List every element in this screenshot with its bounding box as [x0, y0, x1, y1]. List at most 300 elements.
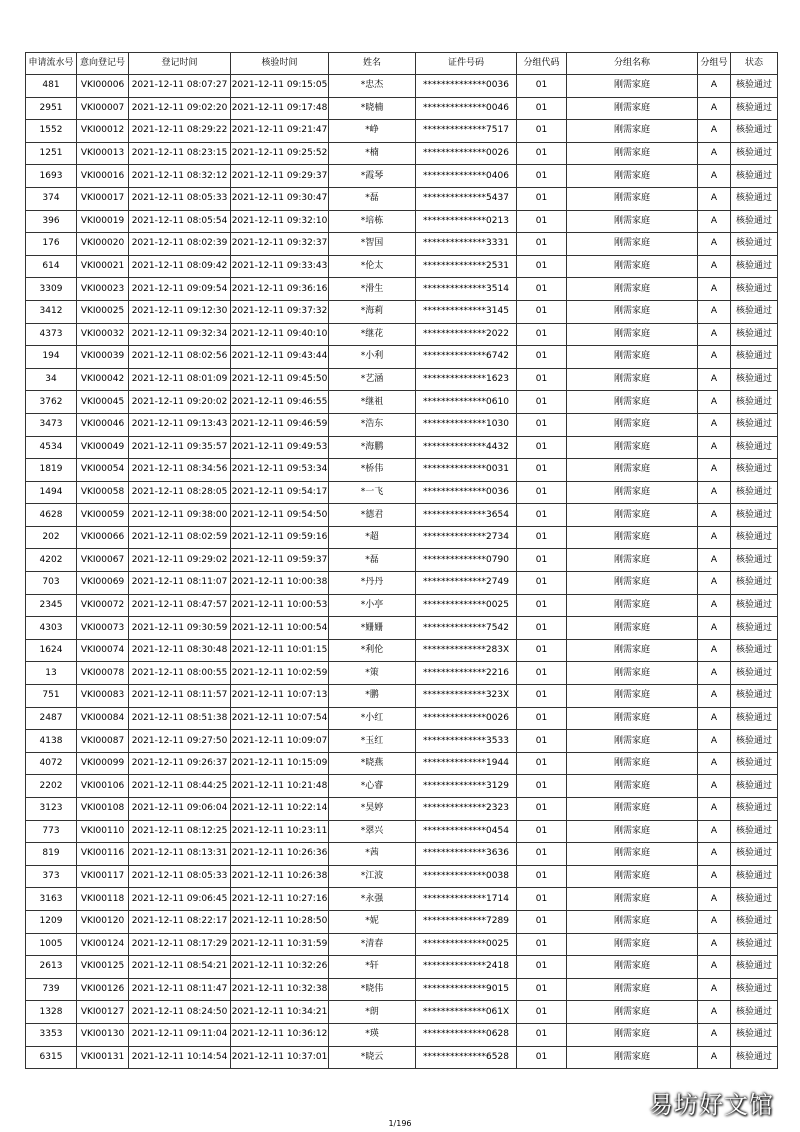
table-row — [26, 775, 778, 798]
cell-verify-time: 2021-12-11 10:23:11 — [231, 820, 329, 843]
cell-serial-number: 703 — [26, 572, 77, 595]
cell-intent-reg-number: VKI00042 — [77, 368, 129, 391]
cell-register-time: 2021-12-11 09:30:59 — [129, 617, 231, 640]
table-row — [26, 594, 778, 617]
table-row — [26, 413, 778, 436]
cell-register-time: 2021-12-11 08:24:50 — [129, 1001, 231, 1024]
cell-group-code: 01 — [517, 752, 567, 775]
cell-verify-time: 2021-12-11 10:28:50 — [231, 910, 329, 933]
cell-group-code: 01 — [517, 481, 567, 504]
cell-group-number: A — [698, 165, 731, 188]
cell-verify-time: 2021-12-11 09:59:16 — [231, 526, 329, 549]
cell-intent-reg-number: VKI00016 — [77, 165, 129, 188]
cell-status: 核验通过 — [731, 572, 778, 595]
cell-name: *忠杰 — [329, 75, 416, 98]
cell-group-code: 01 — [517, 255, 567, 278]
cell-serial-number: 1005 — [26, 933, 77, 956]
cell-name: *利伦 — [329, 639, 416, 662]
column-header-status: 状态 — [731, 53, 778, 75]
cell-verify-time: 2021-12-11 09:21:47 — [231, 120, 329, 143]
table-body — [26, 75, 778, 1069]
cell-group-name: 刚需家庭 — [567, 798, 698, 821]
cell-name: *海鹏 — [329, 436, 416, 459]
cell-group-name: 刚需家庭 — [567, 142, 698, 165]
cell-group-name: 刚需家庭 — [567, 775, 698, 798]
cell-group-code: 01 — [517, 956, 567, 979]
cell-group-code: 01 — [517, 639, 567, 662]
cell-intent-reg-number: VKI00106 — [77, 775, 129, 798]
cell-group-number: A — [698, 459, 731, 482]
table-row — [26, 639, 778, 662]
cell-intent-reg-number: VKI00059 — [77, 504, 129, 527]
cell-id-number: **************0790 — [416, 549, 517, 572]
cell-name: *超 — [329, 526, 416, 549]
table-row — [26, 617, 778, 640]
cell-serial-number: 481 — [26, 75, 77, 98]
cell-group-code: 01 — [517, 1023, 567, 1046]
cell-status: 核验通过 — [731, 662, 778, 685]
cell-group-code: 01 — [517, 278, 567, 301]
cell-verify-time: 2021-12-11 09:45:50 — [231, 368, 329, 391]
cell-name: *晓云 — [329, 1046, 416, 1069]
cell-group-number: A — [698, 187, 731, 210]
cell-intent-reg-number: VKI00131 — [77, 1046, 129, 1069]
cell-group-number: A — [698, 481, 731, 504]
cell-name: *楠 — [329, 142, 416, 165]
cell-verify-time: 2021-12-11 09:54:50 — [231, 504, 329, 527]
cell-group-code: 01 — [517, 978, 567, 1001]
cell-status: 核验通过 — [731, 75, 778, 98]
column-header-verify-time: 核验时间 — [231, 53, 329, 75]
cell-register-time: 2021-12-11 09:02:20 — [129, 97, 231, 120]
cell-serial-number: 176 — [26, 233, 77, 256]
cell-serial-number: 1819 — [26, 459, 77, 482]
table-row — [26, 300, 778, 323]
table-row — [26, 798, 778, 821]
cell-id-number: **************323X — [416, 685, 517, 708]
cell-status: 核验通过 — [731, 255, 778, 278]
cell-intent-reg-number: VKI00067 — [77, 549, 129, 572]
cell-verify-time: 2021-12-11 10:07:54 — [231, 707, 329, 730]
table-row — [26, 910, 778, 933]
cell-intent-reg-number: VKI00120 — [77, 910, 129, 933]
cell-id-number: **************2216 — [416, 662, 517, 685]
cell-id-number: **************0406 — [416, 165, 517, 188]
cell-group-name: 刚需家庭 — [567, 662, 698, 685]
table-row — [26, 707, 778, 730]
cell-status: 核验通过 — [731, 798, 778, 821]
cell-group-name: 刚需家庭 — [567, 730, 698, 753]
cell-register-time: 2021-12-11 08:02:56 — [129, 346, 231, 369]
cell-serial-number: 1251 — [26, 142, 77, 165]
cell-verify-time: 2021-12-11 10:36:12 — [231, 1023, 329, 1046]
cell-serial-number: 4202 — [26, 549, 77, 572]
cell-group-code: 01 — [517, 572, 567, 595]
cell-group-code: 01 — [517, 75, 567, 98]
cell-status: 核验通过 — [731, 97, 778, 120]
cell-verify-time: 2021-12-11 09:46:55 — [231, 391, 329, 414]
cell-group-name: 刚需家庭 — [567, 346, 698, 369]
cell-name: *晓燕 — [329, 752, 416, 775]
cell-serial-number: 2951 — [26, 97, 77, 120]
cell-intent-reg-number: VKI00012 — [77, 120, 129, 143]
cell-verify-time: 2021-12-11 09:43:44 — [231, 346, 329, 369]
cell-register-time: 2021-12-11 08:11:57 — [129, 685, 231, 708]
cell-intent-reg-number: VKI00087 — [77, 730, 129, 753]
cell-group-code: 01 — [517, 300, 567, 323]
cell-register-time: 2021-12-11 08:12:25 — [129, 820, 231, 843]
cell-serial-number: 1693 — [26, 165, 77, 188]
table-row — [26, 165, 778, 188]
cell-serial-number: 2613 — [26, 956, 77, 979]
cell-status: 核验通过 — [731, 1023, 778, 1046]
cell-name: *滑生 — [329, 278, 416, 301]
cell-group-code: 01 — [517, 391, 567, 414]
cell-status: 核验通过 — [731, 956, 778, 979]
cell-status: 核验通过 — [731, 707, 778, 730]
cell-status: 核验通过 — [731, 504, 778, 527]
cell-group-code: 01 — [517, 662, 567, 685]
cell-verify-time: 2021-12-11 09:29:37 — [231, 165, 329, 188]
cell-intent-reg-number: VKI00069 — [77, 572, 129, 595]
cell-intent-reg-number: VKI00073 — [77, 617, 129, 640]
cell-intent-reg-number: VKI00099 — [77, 752, 129, 775]
table-row — [26, 368, 778, 391]
cell-group-number: A — [698, 978, 731, 1001]
cell-status: 核验通过 — [731, 1001, 778, 1024]
cell-name: *继祖 — [329, 391, 416, 414]
cell-status: 核验通过 — [731, 436, 778, 459]
column-header-id-number: 证件号码 — [416, 53, 517, 75]
table-row — [26, 685, 778, 708]
cell-id-number: **************0025 — [416, 933, 517, 956]
cell-id-number: **************6528 — [416, 1046, 517, 1069]
cell-id-number: **************3514 — [416, 278, 517, 301]
cell-group-name: 刚需家庭 — [567, 97, 698, 120]
cell-register-time: 2021-12-11 08:34:56 — [129, 459, 231, 482]
table-row — [26, 481, 778, 504]
cell-group-number: A — [698, 323, 731, 346]
cell-group-code: 01 — [517, 685, 567, 708]
cell-register-time: 2021-12-11 09:29:02 — [129, 549, 231, 572]
cell-verify-time: 2021-12-11 10:34:21 — [231, 1001, 329, 1024]
cell-group-code: 01 — [517, 97, 567, 120]
cell-id-number: **************1030 — [416, 413, 517, 436]
cell-intent-reg-number: VKI00013 — [77, 142, 129, 165]
cell-status: 核验通过 — [731, 278, 778, 301]
cell-intent-reg-number: VKI00118 — [77, 888, 129, 911]
cell-name: *清春 — [329, 933, 416, 956]
cell-verify-time: 2021-12-11 09:59:37 — [231, 549, 329, 572]
table-row — [26, 1001, 778, 1024]
cell-intent-reg-number: VKI00126 — [77, 978, 129, 1001]
table-row — [26, 865, 778, 888]
cell-register-time: 2021-12-11 09:06:45 — [129, 888, 231, 911]
cell-group-number: A — [698, 639, 731, 662]
cell-register-time: 2021-12-11 08:05:54 — [129, 210, 231, 233]
cell-verify-time: 2021-12-11 09:33:43 — [231, 255, 329, 278]
cell-name: *霞琴 — [329, 165, 416, 188]
cell-group-code: 01 — [517, 798, 567, 821]
cell-id-number: **************0026 — [416, 142, 517, 165]
cell-serial-number: 3412 — [26, 300, 77, 323]
cell-group-code: 01 — [517, 865, 567, 888]
cell-serial-number: 1328 — [26, 1001, 77, 1024]
cell-group-name: 刚需家庭 — [567, 323, 698, 346]
cell-group-name: 刚需家庭 — [567, 413, 698, 436]
cell-name: *海莉 — [329, 300, 416, 323]
cell-verify-time: 2021-12-11 09:15:05 — [231, 75, 329, 98]
cell-status: 核验通过 — [731, 888, 778, 911]
cell-group-code: 01 — [517, 504, 567, 527]
cell-id-number: **************2531 — [416, 255, 517, 278]
cell-name: *永强 — [329, 888, 416, 911]
table-row — [26, 346, 778, 369]
cell-verify-time: 2021-12-11 10:09:07 — [231, 730, 329, 753]
cell-group-number: A — [698, 97, 731, 120]
cell-id-number: **************0610 — [416, 391, 517, 414]
cell-intent-reg-number: VKI00110 — [77, 820, 129, 843]
cell-group-name: 刚需家庭 — [567, 255, 698, 278]
cell-verify-time: 2021-12-11 10:37:01 — [231, 1046, 329, 1069]
cell-group-number: A — [698, 549, 731, 572]
cell-intent-reg-number: VKI00019 — [77, 210, 129, 233]
cell-group-number: A — [698, 798, 731, 821]
cell-group-name: 刚需家庭 — [567, 594, 698, 617]
cell-status: 核验通过 — [731, 978, 778, 1001]
cell-status: 核验通过 — [731, 120, 778, 143]
cell-group-number: A — [698, 413, 731, 436]
cell-id-number: **************2749 — [416, 572, 517, 595]
cell-status: 核验通过 — [731, 459, 778, 482]
cell-register-time: 2021-12-11 09:09:54 — [129, 278, 231, 301]
table-row — [26, 187, 778, 210]
cell-group-name: 刚需家庭 — [567, 75, 698, 98]
cell-intent-reg-number: VKI00072 — [77, 594, 129, 617]
cell-serial-number: 614 — [26, 255, 77, 278]
cell-name: *江波 — [329, 865, 416, 888]
cell-verify-time: 2021-12-11 09:30:47 — [231, 187, 329, 210]
table-row — [26, 278, 778, 301]
table-row — [26, 323, 778, 346]
cell-status: 核验通过 — [731, 526, 778, 549]
table-row — [26, 752, 778, 775]
cell-group-number: A — [698, 120, 731, 143]
cell-group-number: A — [698, 843, 731, 866]
cell-register-time: 2021-12-11 08:13:31 — [129, 843, 231, 866]
cell-name: *德君 — [329, 504, 416, 527]
cell-group-code: 01 — [517, 233, 567, 256]
cell-serial-number: 2345 — [26, 594, 77, 617]
cell-name: *瑛 — [329, 1023, 416, 1046]
cell-id-number: **************1714 — [416, 888, 517, 911]
cell-group-name: 刚需家庭 — [567, 707, 698, 730]
table-row — [26, 459, 778, 482]
cell-name: *磊 — [329, 549, 416, 572]
cell-id-number: **************0038 — [416, 865, 517, 888]
cell-group-number: A — [698, 1023, 731, 1046]
table-row — [26, 888, 778, 911]
cell-serial-number: 4534 — [26, 436, 77, 459]
cell-serial-number: 13 — [26, 662, 77, 685]
cell-id-number: **************0025 — [416, 594, 517, 617]
cell-register-time: 2021-12-11 08:11:47 — [129, 978, 231, 1001]
cell-intent-reg-number: VKI00125 — [77, 956, 129, 979]
cell-name: *智国 — [329, 233, 416, 256]
cell-register-time: 2021-12-11 08:09:42 — [129, 255, 231, 278]
cell-intent-reg-number: VKI00006 — [77, 75, 129, 98]
cell-register-time: 2021-12-11 08:02:39 — [129, 233, 231, 256]
cell-intent-reg-number: VKI00032 — [77, 323, 129, 346]
cell-id-number: **************7289 — [416, 910, 517, 933]
cell-group-name: 刚需家庭 — [567, 685, 698, 708]
cell-group-name: 刚需家庭 — [567, 459, 698, 482]
cell-intent-reg-number: VKI00054 — [77, 459, 129, 482]
cell-intent-reg-number: VKI00039 — [77, 346, 129, 369]
cell-intent-reg-number: VKI00017 — [77, 187, 129, 210]
cell-verify-time: 2021-12-11 09:40:10 — [231, 323, 329, 346]
cell-name: *茜 — [329, 843, 416, 866]
cell-id-number: **************061X — [416, 1001, 517, 1024]
cell-group-name: 刚需家庭 — [567, 526, 698, 549]
cell-id-number: **************0454 — [416, 820, 517, 843]
cell-register-time: 2021-12-11 09:06:04 — [129, 798, 231, 821]
cell-name: *轩 — [329, 956, 416, 979]
cell-name: *玉红 — [329, 730, 416, 753]
cell-group-code: 01 — [517, 594, 567, 617]
cell-group-number: A — [698, 255, 731, 278]
cell-group-code: 01 — [517, 843, 567, 866]
cell-group-name: 刚需家庭 — [567, 865, 698, 888]
cell-verify-time: 2021-12-11 10:07:13 — [231, 685, 329, 708]
table-row — [26, 142, 778, 165]
cell-status: 核验通过 — [731, 843, 778, 866]
cell-id-number: **************9015 — [416, 978, 517, 1001]
cell-intent-reg-number: VKI00021 — [77, 255, 129, 278]
cell-group-name: 刚需家庭 — [567, 843, 698, 866]
cell-status: 核验通过 — [731, 933, 778, 956]
cell-group-name: 刚需家庭 — [567, 752, 698, 775]
cell-group-name: 刚需家庭 — [567, 639, 698, 662]
cell-serial-number: 739 — [26, 978, 77, 1001]
table-row — [26, 843, 778, 866]
cell-status: 核验通过 — [731, 481, 778, 504]
cell-verify-time: 2021-12-11 10:22:14 — [231, 798, 329, 821]
cell-group-name: 刚需家庭 — [567, 436, 698, 459]
cell-group-code: 01 — [517, 346, 567, 369]
table-row — [26, 820, 778, 843]
cell-status: 核验通过 — [731, 594, 778, 617]
cell-register-time: 2021-12-11 08:54:21 — [129, 956, 231, 979]
cell-id-number: **************0213 — [416, 210, 517, 233]
cell-name: *小利 — [329, 346, 416, 369]
cell-group-code: 01 — [517, 526, 567, 549]
cell-serial-number: 3123 — [26, 798, 77, 821]
table-row — [26, 1023, 778, 1046]
cell-verify-time: 2021-12-11 10:00:38 — [231, 572, 329, 595]
table-row — [26, 504, 778, 527]
cell-intent-reg-number: VKI00025 — [77, 300, 129, 323]
cell-intent-reg-number: VKI00116 — [77, 843, 129, 866]
column-header-group-number: 分组号 — [698, 53, 731, 75]
cell-id-number: **************2418 — [416, 956, 517, 979]
cell-register-time: 2021-12-11 09:13:43 — [129, 413, 231, 436]
cell-name: *策 — [329, 662, 416, 685]
cell-verify-time: 2021-12-11 09:36:16 — [231, 278, 329, 301]
cell-serial-number: 3309 — [26, 278, 77, 301]
cell-group-name: 刚需家庭 — [567, 481, 698, 504]
table-row — [26, 978, 778, 1001]
cell-id-number: **************0026 — [416, 707, 517, 730]
column-header-register-time: 登记时间 — [129, 53, 231, 75]
cell-group-code: 01 — [517, 459, 567, 482]
cell-group-name: 刚需家庭 — [567, 820, 698, 843]
cell-register-time: 2021-12-11 08:05:33 — [129, 865, 231, 888]
cell-intent-reg-number: VKI00020 — [77, 233, 129, 256]
cell-verify-time: 2021-12-11 10:32:38 — [231, 978, 329, 1001]
cell-group-name: 刚需家庭 — [567, 888, 698, 911]
cell-intent-reg-number: VKI00023 — [77, 278, 129, 301]
cell-id-number: **************1944 — [416, 752, 517, 775]
cell-name: *晓楠 — [329, 97, 416, 120]
cell-group-name: 刚需家庭 — [567, 1001, 698, 1024]
cell-intent-reg-number: VKI00045 — [77, 391, 129, 414]
cell-group-code: 01 — [517, 187, 567, 210]
cell-group-name: 刚需家庭 — [567, 978, 698, 1001]
cell-register-time: 2021-12-11 08:32:12 — [129, 165, 231, 188]
page-number: 1/196 — [388, 1119, 412, 1128]
cell-group-name: 刚需家庭 — [567, 233, 698, 256]
cell-status: 核验通过 — [731, 187, 778, 210]
cell-group-name: 刚需家庭 — [567, 1023, 698, 1046]
table-row — [26, 933, 778, 956]
cell-name: *小亭 — [329, 594, 416, 617]
cell-serial-number: 396 — [26, 210, 77, 233]
cell-serial-number: 819 — [26, 843, 77, 866]
cell-group-code: 01 — [517, 120, 567, 143]
cell-serial-number: 2202 — [26, 775, 77, 798]
registration-table — [25, 52, 778, 1069]
cell-id-number: **************7542 — [416, 617, 517, 640]
cell-group-code: 01 — [517, 413, 567, 436]
cell-name: *一飞 — [329, 481, 416, 504]
cell-intent-reg-number: VKI00049 — [77, 436, 129, 459]
cell-status: 核验通过 — [731, 300, 778, 323]
cell-status: 核验通过 — [731, 233, 778, 256]
cell-intent-reg-number: VKI00127 — [77, 1001, 129, 1024]
table-row — [26, 572, 778, 595]
cell-verify-time: 2021-12-11 09:17:48 — [231, 97, 329, 120]
cell-verify-time: 2021-12-11 09:37:32 — [231, 300, 329, 323]
cell-status: 核验通过 — [731, 368, 778, 391]
cell-name: *鹏 — [329, 685, 416, 708]
cell-intent-reg-number: VKI00117 — [77, 865, 129, 888]
cell-group-number: A — [698, 662, 731, 685]
cell-intent-reg-number: VKI00046 — [77, 413, 129, 436]
cell-group-number: A — [698, 865, 731, 888]
cell-group-number: A — [698, 368, 731, 391]
cell-group-number: A — [698, 707, 731, 730]
cell-name: *心睿 — [329, 775, 416, 798]
cell-register-time: 2021-12-11 08:22:17 — [129, 910, 231, 933]
cell-group-name: 刚需家庭 — [567, 210, 698, 233]
cell-id-number: **************3129 — [416, 775, 517, 798]
cell-group-code: 01 — [517, 165, 567, 188]
table-header-row — [26, 53, 778, 75]
cell-serial-number: 6315 — [26, 1046, 77, 1069]
cell-id-number: **************3145 — [416, 300, 517, 323]
cell-register-time: 2021-12-11 08:28:05 — [129, 481, 231, 504]
